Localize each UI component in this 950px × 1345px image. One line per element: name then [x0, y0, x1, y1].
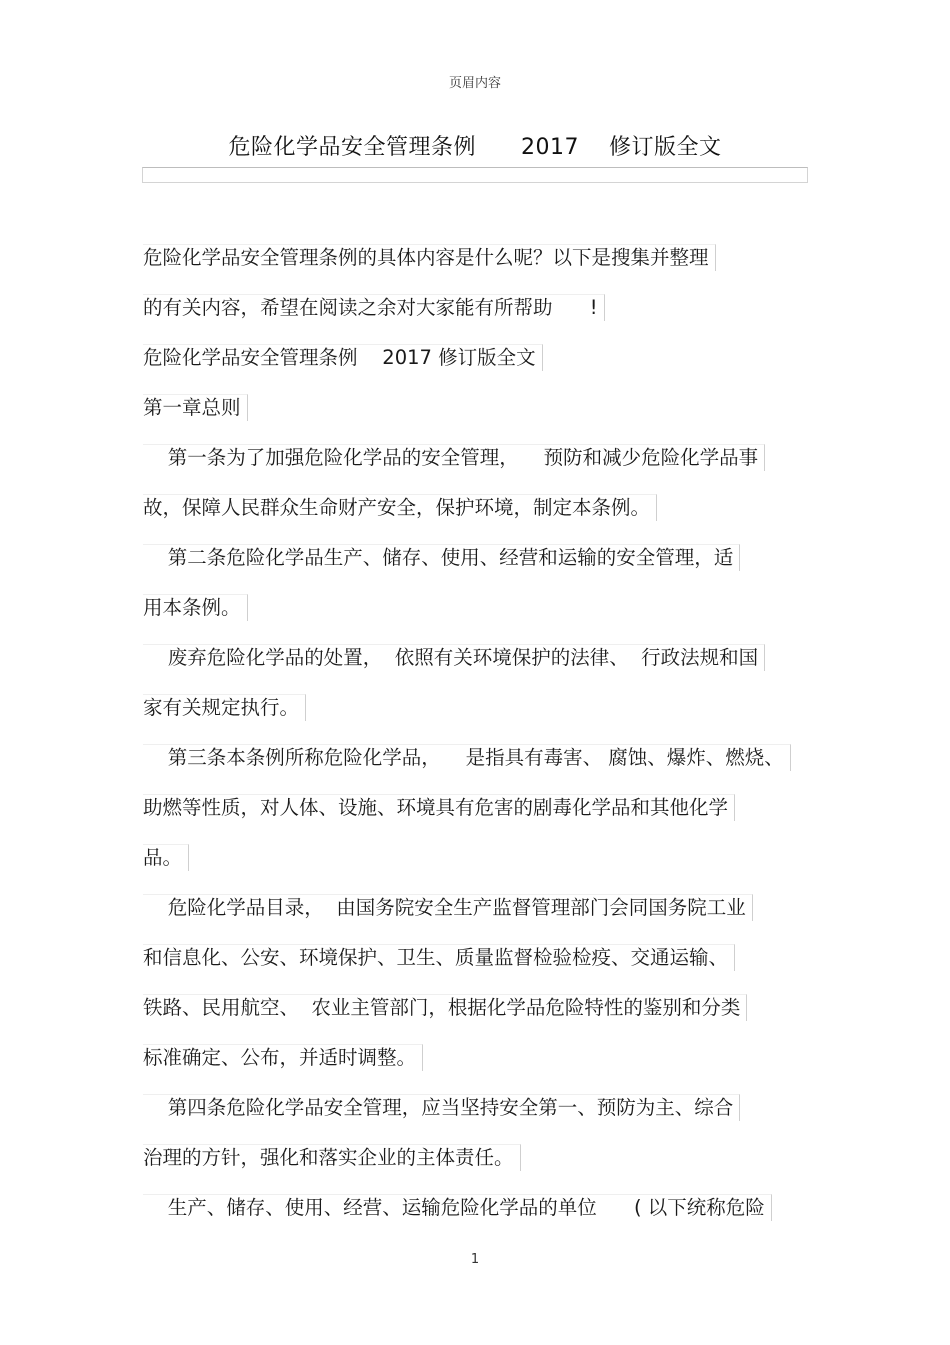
body-line — [143, 694, 306, 721]
body-line-text: 生产、储存、使用、经营、运输危险化学品的单位 ( 以下统称危险 — [143, 1194, 772, 1221]
page-number: 1 — [470, 1252, 480, 1267]
body-line — [143, 744, 791, 771]
chapter-heading-text: 第一章总则 — [143, 394, 248, 421]
body-line-text: 用本条例。 — [143, 594, 248, 621]
body-line-text: 家有关规定执行。 — [143, 694, 306, 721]
body-line — [143, 444, 765, 471]
body-line-text: 和信息化、公安、环境保护、卫生、质量监督检验检疫、交通运输、 — [143, 944, 735, 971]
body-line-text: 危险化学品目录， 由国务院安全生产监督管理部门会同国务院工业 — [143, 894, 753, 921]
body-line — [143, 544, 740, 571]
body-line-text: 第四条危险化学品安全管理，应当坚持安全第一、预防为主、综合 — [143, 1094, 740, 1121]
title-underline-box — [142, 167, 808, 183]
body-line-text: 第三条本条例所称危险化学品， 是指具有毒害、 腐蚀、爆炸、燃烧、 — [143, 744, 791, 771]
body-line — [143, 944, 735, 971]
body-line-text: 助燃等性质，对人体、设施、环境具有危害的剧毒化学品和其他化学 — [143, 794, 735, 821]
page-header: 页眉内容 — [448, 76, 501, 91]
body-line — [143, 644, 765, 671]
body-line-text: 品。 — [143, 844, 189, 871]
body-line — [143, 1044, 423, 1071]
body-line-text: 第二条危险化学品生产、储存、使用、经营和运输的安全管理，适 — [143, 544, 740, 571]
body-line — [143, 594, 248, 621]
body-line — [143, 794, 735, 821]
body-line-text: 治理的方针，强化和落实企业的主体责任。 — [143, 1144, 521, 1171]
body-line-text: 的有关内容，希望在阅读之余对大家能有所帮助 ! — [143, 294, 605, 321]
chapter-heading — [143, 394, 248, 421]
body-line — [143, 1194, 772, 1221]
body-line — [143, 294, 605, 321]
body-line-text: 故，保障人民群众生命财产安全，保护环境，制定本条例。 — [143, 494, 657, 521]
body-line-text: 标准确定、公布，并适时调整。 — [143, 1044, 423, 1071]
body-line-text: 废弃危险化学品的处置， 依照有关环境保护的法律、 行政法规和国 — [143, 644, 765, 671]
body-line — [143, 1144, 521, 1171]
body-line — [143, 1094, 740, 1121]
body-line — [143, 494, 657, 521]
body-line-text: 第一条为了加强危险化学品的安全管理， 预防和减少危险化学品事 — [143, 444, 765, 471]
body-line — [143, 844, 189, 871]
document-title: 危险化学品安全管理条例 2017 修订版全文 — [228, 135, 722, 160]
body-line — [143, 994, 747, 1021]
body-line — [143, 894, 753, 921]
body-line — [143, 244, 716, 271]
body-line-text: 危险化学品安全管理条例的具体内容是什么呢？以下是搜集并整理 — [143, 244, 716, 271]
body-line-text: 铁路、民用航空、 农业主管部门，根据化学品危险特性的鉴别和分类 — [143, 994, 747, 1021]
body-line-text: 危险化学品安全管理条例 2017 修订版全文 — [143, 344, 543, 371]
body-line — [143, 344, 543, 371]
